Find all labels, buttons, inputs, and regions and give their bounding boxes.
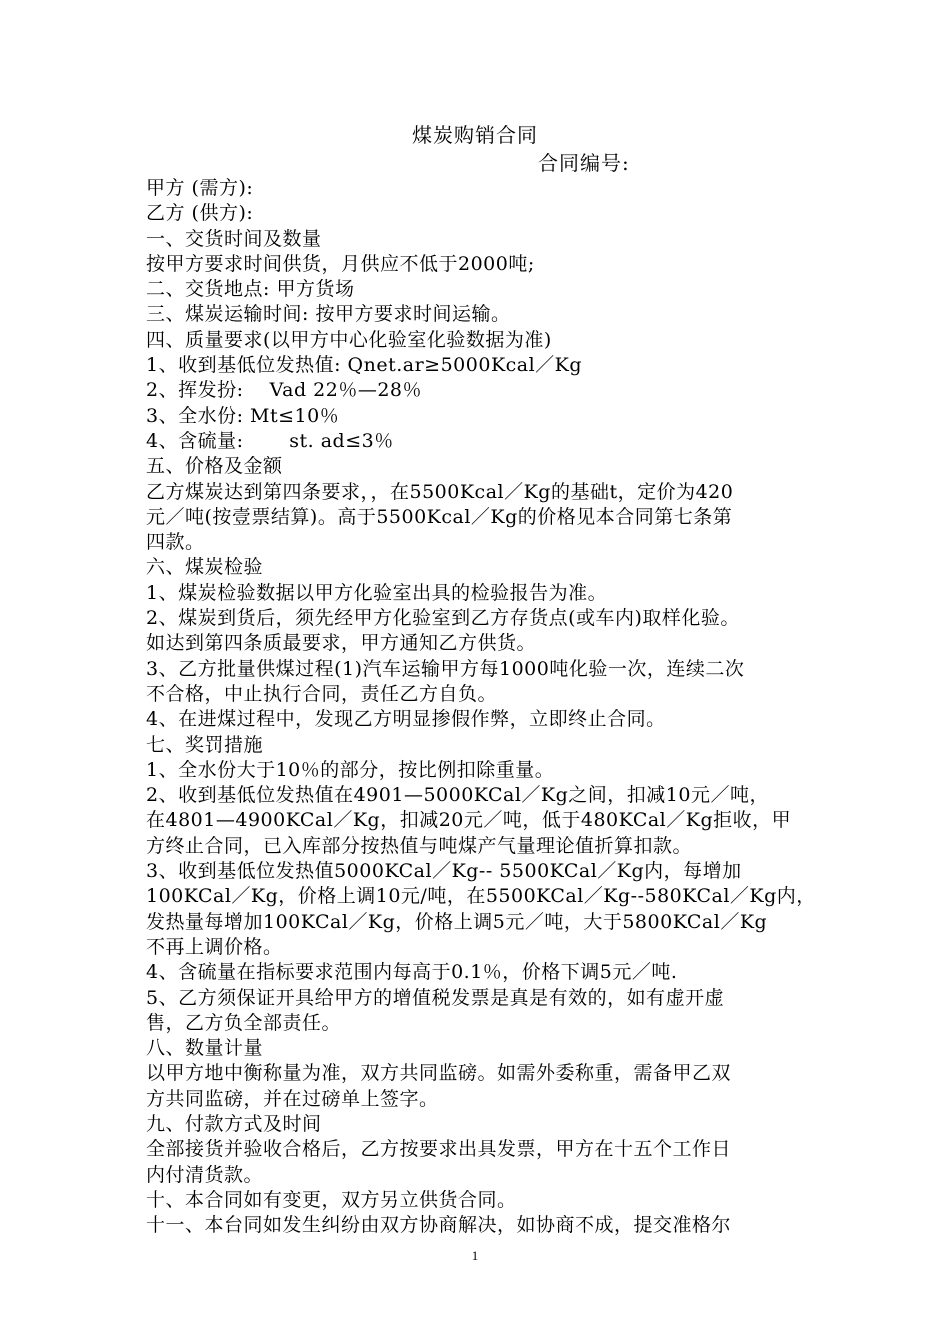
text-line: 乙方 (供方): (146, 202, 254, 225)
text-line: 内付清货款。 (146, 1163, 264, 1186)
contract-number-label: 合同编号: (538, 151, 630, 175)
text-line: 以甲方地中衡称量为准，双方共同监磅。如需外委称重，需备甲乙双 (146, 1062, 732, 1085)
text-line: 4、在进煤过程中，发现乙方明显掺假作弊，立即终止合同。 (146, 708, 666, 731)
text-line: 按甲方要求时间供货，月供应不低于2000吨; (146, 252, 535, 275)
text-line: 2、煤炭到货后，须先经甲方化验室到乙方存货点(或车内)取样化验。 (146, 607, 740, 630)
text-line: 元／吨(按壹票结算)。高于5500Kcal／Kg的价格见本合同第七条第 (146, 505, 733, 528)
text-line: 1、煤炭检验数据以甲方化验室出具的检验报告为准。 (146, 581, 608, 604)
text-line: 十一、本台同如发生纠纷由双方协商解决，如协商不成，提交准格尔 (146, 1214, 732, 1237)
text-line: 1、全水份大于10％的部分，按比例扣除重量。 (146, 758, 555, 781)
document-title: 煤炭购销合同 (412, 123, 538, 147)
text-line: 六、煤炭检验 (146, 556, 264, 579)
text-line: 不再上调价格。 (146, 935, 283, 958)
text-line: 乙方煤炭达到第四条要求，，在5500Kcal／Kg的基础t，定价为420 (146, 480, 734, 503)
text-line: 四、质量要求(以甲方中心化验室化验数据为准) (146, 328, 552, 351)
text-line: 五、价格及金额 (146, 455, 283, 478)
text-line: 1、收到基低位发热值: Qnet.ar≥5000Kcal／Kg (146, 354, 583, 377)
text-line: 5、乙方须保证开具给甲方的增值税发票是真是有效的，如有虚开虚 (146, 986, 725, 1009)
text-line: 4、含硫量在指标要求范围内每高于0.1％，价格下调5元／吨. (146, 961, 678, 984)
text-line: 方终止合同，已入库部分按热值与吨煤产气量理论值折算扣款。 (146, 834, 693, 857)
text-line: 3、乙方批量供煤过程(1)汽车运输甲方每1000吨化验一次，连续二次 (146, 657, 745, 680)
text-line: 一、交货时间及数量 (146, 227, 322, 250)
text-line: 2、收到基低位发热值在4901—5000KCal／Kg之间，扣减10元／吨， (146, 784, 769, 807)
text-line: 3、收到基低位发热值5000KCal／Kg-- 5500KCal／Kg内，每增加 (146, 860, 742, 883)
text-line: 2、挥发扮: Vad 22％—28％ (146, 379, 423, 402)
text-line: 全部接货并验收合格后，乙方按要求出具发票，甲方在十五个工作日 (146, 1138, 732, 1161)
text-line: 100KCal／Kg，价格上调10元/吨，在5500KCal／Kg--580KCal／Kg内， (146, 885, 816, 908)
text-line: 九、付款方式及时间 (146, 1112, 322, 1135)
text-line: 不合格，中止执行合同，责任乙方自负。 (146, 682, 498, 705)
text-line: 发热量每增加100KCal／Kg，价格上调5元／吨，大于5800KCal／Kg (146, 910, 768, 933)
text-line: 方共同监磅，并在过磅单上签字。 (146, 1087, 439, 1110)
text-line: 在4801—4900KCal／Kg，扣减20元／吨，低于480KCal／Kg拒收，甲 (146, 809, 792, 832)
page-number: 1 (471, 1248, 479, 1263)
text-line: 四款。 (146, 531, 205, 554)
text-line: 七、奖罚措施 (146, 733, 264, 756)
text-line: 甲方 (需方): (146, 177, 254, 199)
text-line: 八、数量计量 (146, 1037, 264, 1060)
text-line: 二、交货地点: 甲方货场 (146, 278, 355, 301)
text-line: 4、含硫量: st. ad≤3％ (146, 429, 394, 452)
document-body (146, 176, 826, 1238)
text-line: 十、本合同如有变更，双方另立供货合同。 (146, 1188, 517, 1211)
text-line: 售，乙方负全部责任。 (146, 1011, 342, 1034)
text-line: 三、煤炭运输时间: 按甲方要求时间运输。 (146, 303, 511, 326)
text-line: 3、全水份: Mt≤10％ (146, 404, 340, 427)
text-line: 如达到第四条质最要求，甲方通知乙方供货。 (146, 632, 537, 655)
